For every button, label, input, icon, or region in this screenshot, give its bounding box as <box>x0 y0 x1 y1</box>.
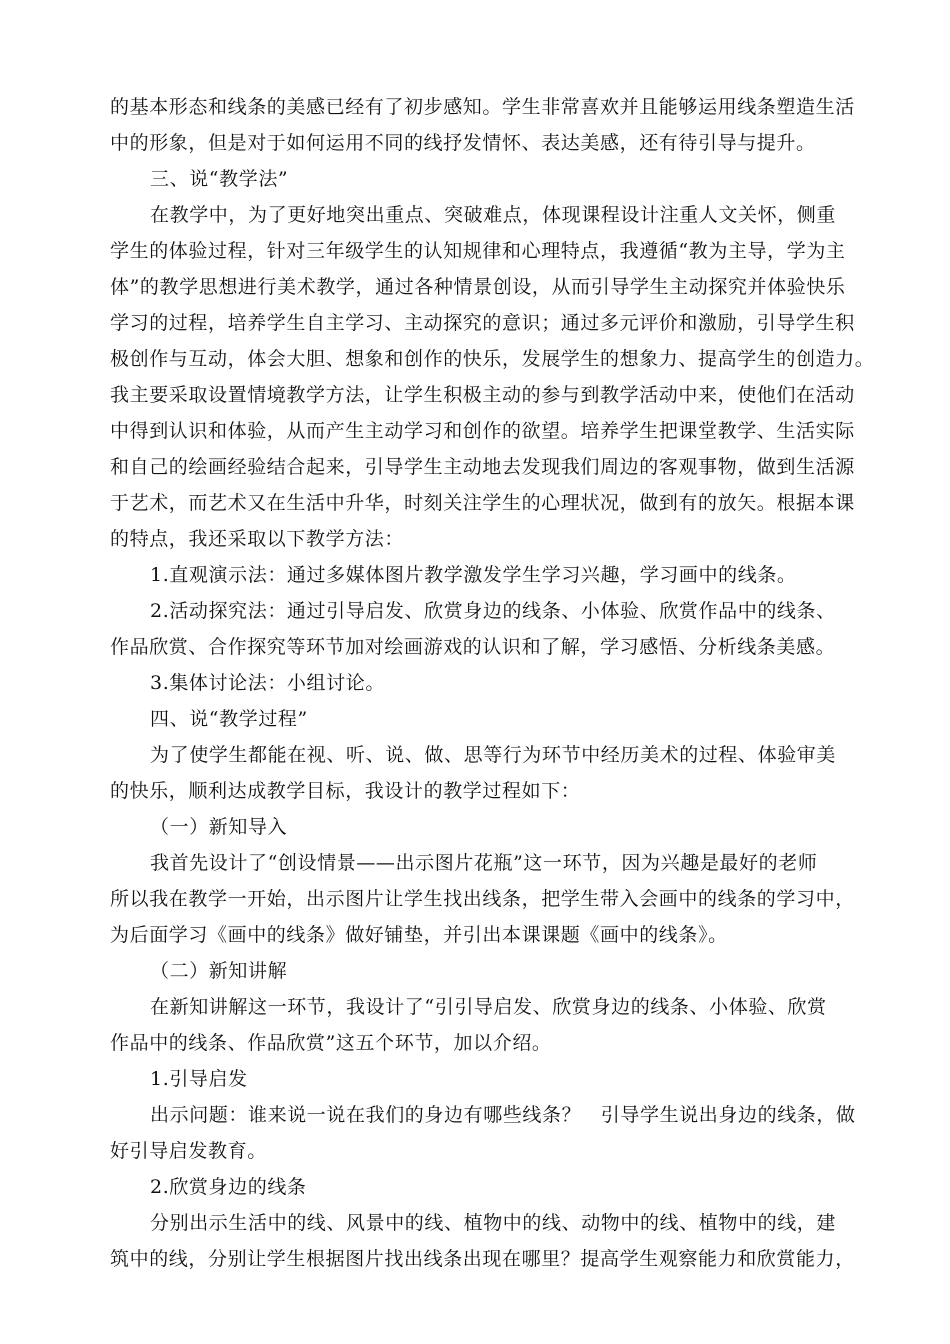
subsection-heading: （一）新知导入 <box>150 816 288 838</box>
text-line: 于艺术，而艺术又在生活中升华，时刻关注学生的心理状况，做到有的放矢。根据本课 <box>110 492 855 514</box>
text-line: 好引导启发教育。 <box>110 1140 267 1162</box>
text-line: 为了使学生都能在视、听、说、做、思等行为环节中经历美术的过程、体验审美 <box>150 744 837 766</box>
text-line: 中得到认识和体验，从而产生主动学习和创作的欲望。培养学生把课堂教学、生活实际 <box>110 420 855 442</box>
text-line: 作品中的线条、作品欣赏”这五个环节，加以介绍。 <box>110 1032 552 1054</box>
text-line: 出示问题：谁来说一说在我们的身边有哪些线条？ 引导学生说出身边的线条，做 <box>150 1104 856 1126</box>
text-line: 体”的教学思想进行美术教学，通过各种情景创设，从而引导学生主动探究并体验快乐 <box>110 276 846 298</box>
list-item: 1.引导启发 <box>150 1068 248 1090</box>
text-line: 筑中的线，分别让学生根据图片找出线条出现在哪里？提高学生观察能力和欣赏能力， <box>110 1248 855 1270</box>
list-item: 3.集体讨论法：小组讨论。 <box>150 672 385 694</box>
subsection-heading: （二）新知讲解 <box>150 960 288 982</box>
list-item: 1.直观演示法：通过多媒体图片教学激发学生学习兴趣，学习画中的线条。 <box>150 564 797 586</box>
text-line: 分别出示生活中的线、风景中的线、植物中的线、动物中的线、植物中的线，建 <box>150 1212 837 1234</box>
text-line: 所以我在教学一开始，出示图片让学生找出线条，把学生带入会画中的线条的学习中， <box>110 888 855 910</box>
text-line: 学生的体验过程，针对三年级学生的认知规律和心理特点，我遵循“教为主导，学为主 <box>110 240 846 262</box>
text-line: 的基本形态和线条的美感已经有了初步感知。学生非常喜欢并且能够运用线条塑造生活 <box>110 96 855 118</box>
text-line: 为后面学习《画中的线条》做好铺垫，并引出本课课题《画中的线条》。 <box>110 924 728 946</box>
section-heading: 三、说“教学法” <box>150 168 289 190</box>
text-line: 中的形象，但是对于如何运用不同的线抒发情怀、表达美感，还有待引导与提升。 <box>110 132 816 154</box>
text-line: 作品欣赏、合作探究等环节加对绘画游戏的认识和了解，学习感悟、分析线条美感。 <box>110 636 836 658</box>
text-line: 和自己的绘画经验结合起来，引导学生主动地去发现我们周边的客观事物，做到生活源 <box>110 456 855 478</box>
text-line: 极创作与互动，体会大胆、想象和创作的快乐，发展学生的想象力、提高学生的创造力。 <box>110 348 875 370</box>
text-line: 在新知讲解这一环节，我设计了“引引导启发、欣赏身边的线条、小体验、欣赏 <box>150 996 827 1018</box>
section-heading: 四、说“教学过程” <box>150 708 308 730</box>
text-line: 学习的过程，培养学生自主学习、主动探究的意识；通过多元评价和激励，引导学生积 <box>110 312 855 334</box>
list-item: 2.欣赏身边的线条 <box>150 1176 307 1198</box>
list-item: 2.活动探究法：通过引导启发、欣赏身边的线条、小体验、欣赏作品中的线条、 <box>150 600 836 622</box>
text-line: 我主要采取设置情境教学方法，让学生积极主动的参与到教学活动中来，使他们在活动 <box>110 384 855 406</box>
text-line: 我首先设计了“创设情景——出示图片花瓶”这一环节，因为兴趣是最好的老师 <box>150 852 818 874</box>
text-line: 在教学中，为了更好地突出重点、突破难点，体现课程设计注重人文关怀，侧重 <box>150 204 837 226</box>
text-line: 的快乐，顺利达成教学目标，我设计的教学过程如下： <box>110 780 581 802</box>
text-line: 的特点，我还采取以下教学方法： <box>110 528 405 550</box>
